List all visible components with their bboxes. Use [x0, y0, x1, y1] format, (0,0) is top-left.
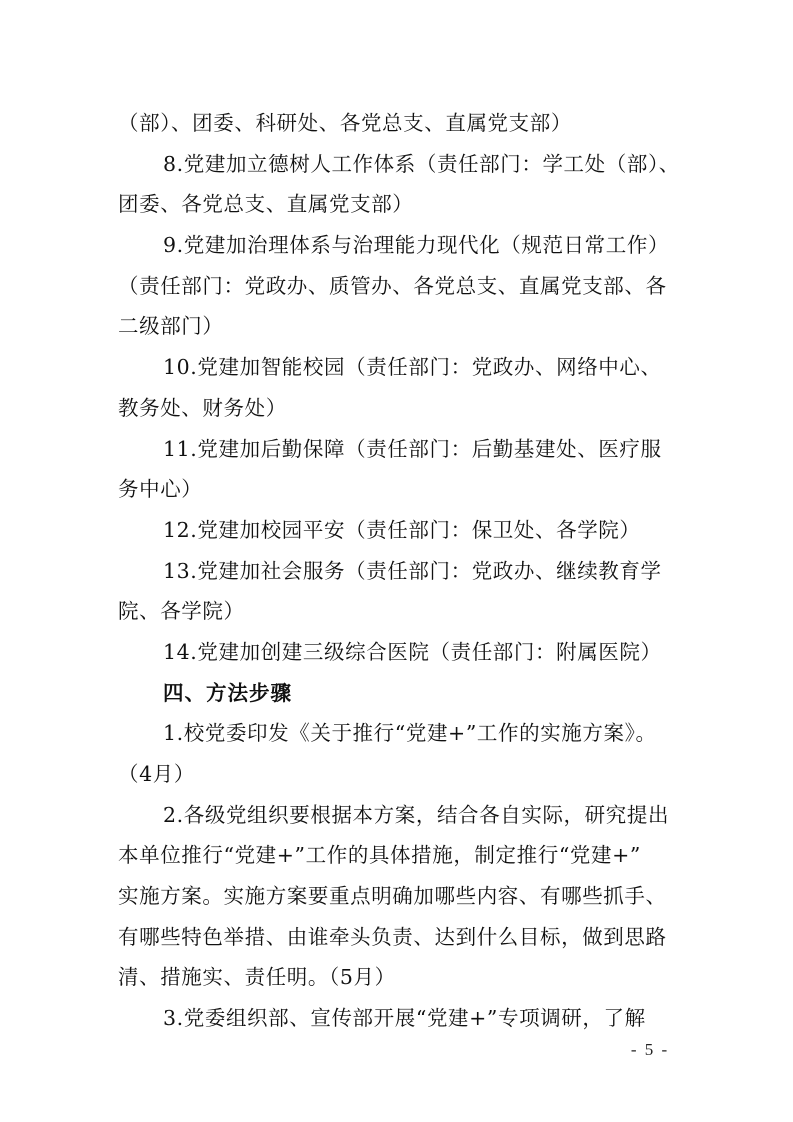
section-heading-methods: 四、方法步骤: [163, 680, 292, 705]
step-1-continuation: （4月）: [118, 762, 195, 786]
list-item-10-continuation: 教务处、财务处）: [118, 395, 287, 420]
step-3: 3.党委组织部、宣传部开展“党建+”专项调研，了解: [163, 1006, 646, 1031]
list-item-13-continuation: 院、各学院）: [118, 599, 245, 624]
list-item-9: 9.党建加治理体系与治理能力现代化（规范日常工作）: [163, 233, 670, 258]
list-item-9-continuation-2: 二级部门）: [118, 314, 224, 339]
step-2: 2.各级党组织要根据本方案，结合各自实际，研究提出: [163, 802, 670, 827]
list-item-10: 10.党建加智能校园（责任部门：党政办、网络中心、: [163, 355, 662, 380]
list-item-14: 14.党建加创建三级综合医院（责任部门：附属医院）: [163, 639, 662, 664]
step-1: 1.校党委印发《关于推行“党建+”工作的实施方案》。: [163, 721, 657, 746]
document-body: [118, 103, 678, 1039]
list-item-8-continuation: 团委、各党总支、直属党支部）: [118, 192, 414, 217]
step-2-continuation-1: 本单位推行“党建+”工作的具体措施，制定推行“党建+”: [118, 843, 641, 868]
list-item-8: 8.党建加立德树人工作体系（责任部门：学工处（部）、: [163, 151, 680, 176]
text-line-1: （部）、团委、科研处、各党总支、直属党支部）: [118, 111, 572, 135]
list-item-13: 13.党建加社会服务（责任部门：党政办、继续教育学: [163, 558, 662, 583]
page-number: - 5 -: [630, 1040, 670, 1059]
list-item-11-continuation: 务中心）: [118, 477, 203, 502]
list-item-9-continuation-1: （责任部门：党政办、质管办、各党总支、直属党支部、各: [118, 273, 667, 298]
step-2-continuation-4: 清、措施实、责任明。（5月）: [118, 965, 396, 990]
step-2-continuation-3: 有哪些特色举措、由谁牵头负责、达到什么目标，做到思路: [118, 924, 667, 949]
list-item-12: 12.党建加校园平安（责任部门：保卫处、各学院）: [163, 517, 641, 542]
step-2-continuation-2: 实施方案。实施方案要重点明确加哪些内容、有哪些抓手、: [118, 884, 667, 909]
list-item-11: 11.党建加后勤保障（责任部门：后勤基建处、医疗服: [163, 436, 662, 461]
